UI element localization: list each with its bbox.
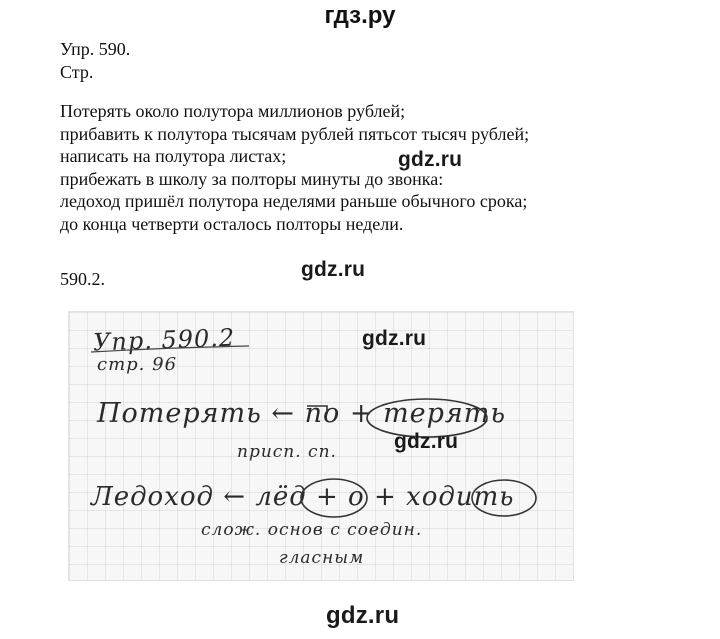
handwritten-exercise-label: Упр. 590.2	[92, 323, 236, 357]
watermark: gdz.ru	[326, 602, 400, 629]
handwritten-note-2: слож. основ с соедин.	[201, 520, 423, 540]
watermark: gdz.ru	[301, 258, 366, 281]
site-title: гдз.ру	[324, 2, 396, 29]
root-circle	[472, 480, 536, 516]
handwritten-note-1: присп. сп.	[237, 442, 337, 462]
page-label: Стр.	[60, 62, 94, 82]
underline-mark	[91, 346, 249, 352]
sub-exercise-label: 590.2.	[60, 269, 105, 289]
answer-line: написать на полутора листах;	[60, 146, 287, 167]
root-circle	[301, 479, 367, 517]
watermark: gdz.ru	[394, 430, 459, 453]
handwritten-word-analysis-2: Ледоход ← лёд + о + ходить	[91, 482, 515, 512]
handwritten-word-analysis-1: Потерять ← по + терять	[97, 398, 507, 429]
answer-line: ледоход пришёл полутора неделями раньше обычного срока;	[60, 191, 528, 212]
answer-line: до конца четверти осталось полторы недели.	[60, 213, 404, 234]
handwritten-note-3: гласным	[279, 548, 365, 568]
exercise-label: Упр. 590.	[60, 39, 131, 59]
watermark: gdz.ru	[398, 148, 463, 171]
handwritten-markings	[69, 312, 575, 582]
handwritten-page-label: стр. 96	[97, 354, 178, 375]
prefix-mark	[307, 406, 327, 414]
answer-line: прибежать в школу за полторы минуты до звонка:	[60, 168, 444, 189]
answer-line: прибавить к полутора тысячам рублей пятьсот тысяч рублей;	[60, 123, 530, 144]
answer-line: Потерять около полутора миллионов рублей;	[60, 101, 406, 121]
handwritten-notebook-photo	[68, 311, 574, 581]
watermark: gdz.ru	[362, 327, 427, 350]
